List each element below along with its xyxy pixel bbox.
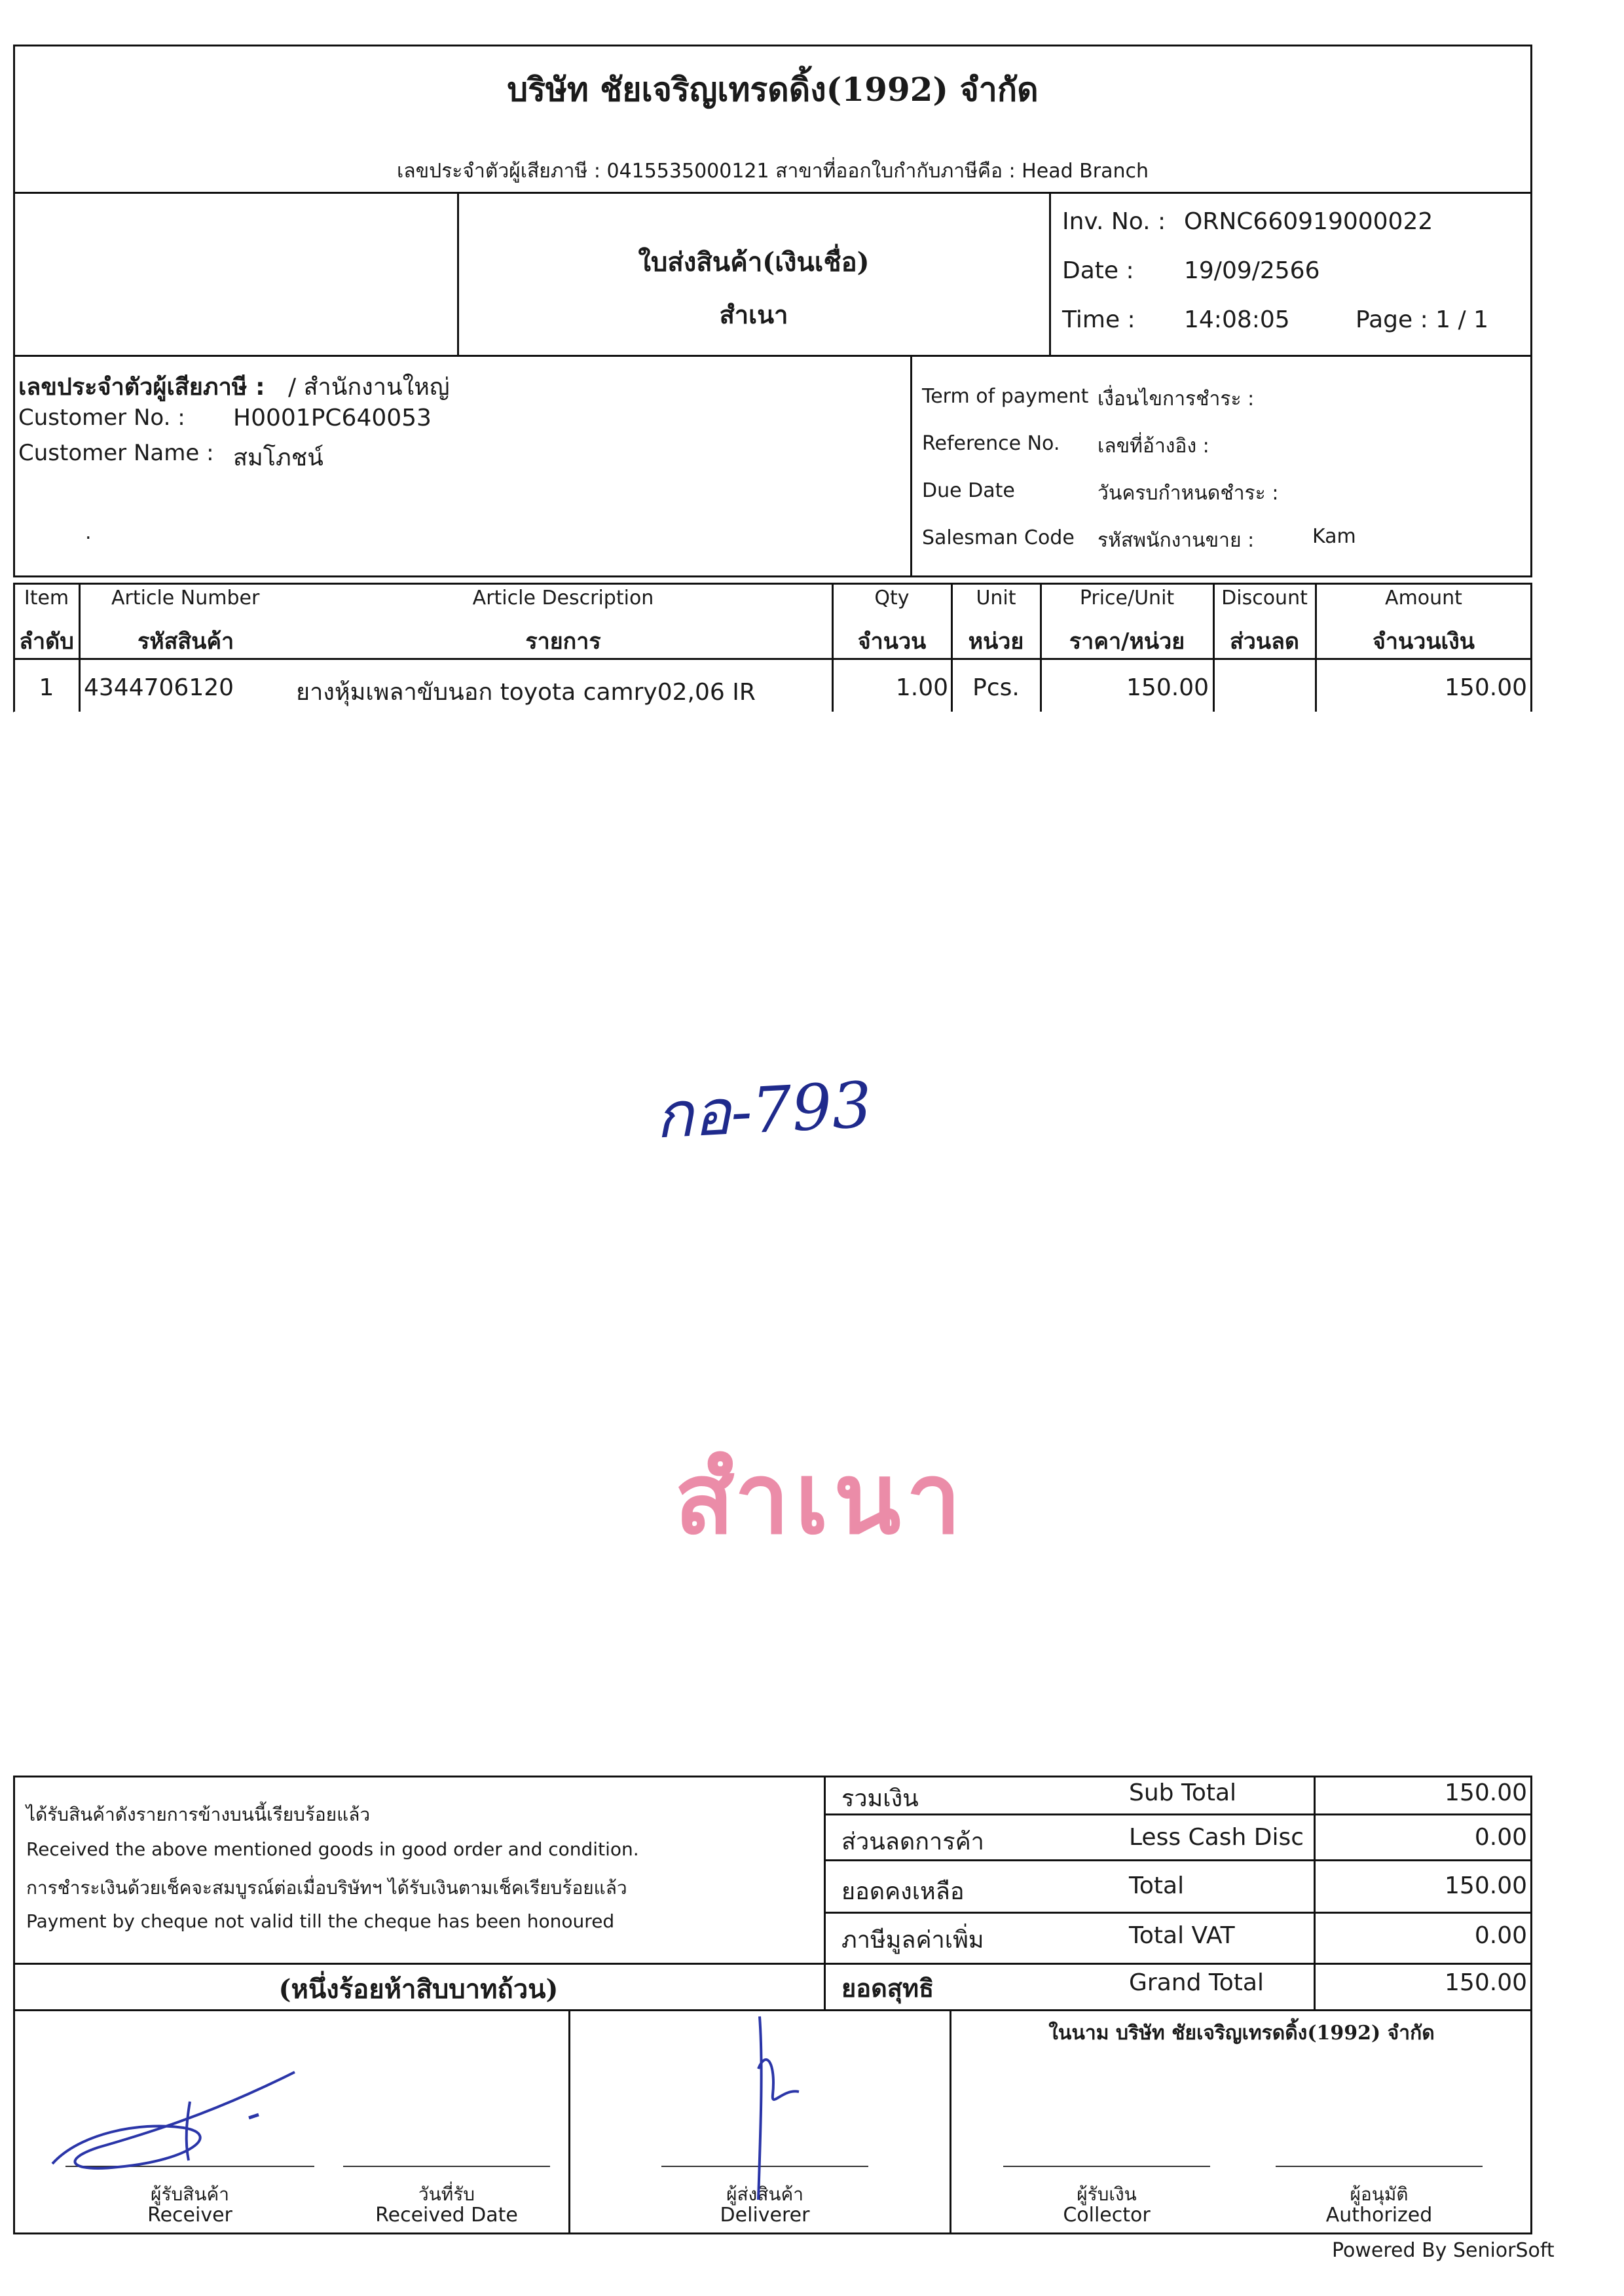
row-unit: Pcs. xyxy=(972,674,1020,701)
inv-value: ORNC660919000022 xyxy=(1184,208,1433,235)
page-label: Page : 1 / 1 xyxy=(1356,306,1488,333)
row-price: 150.00 xyxy=(1126,674,1209,701)
th-unit-th: หน่วย xyxy=(968,629,1024,655)
subtotal-th: รวมเงิน xyxy=(841,1785,919,1812)
grand-value: 150.00 xyxy=(1445,1969,1527,1996)
company-sign-label: ในนาม บริษัท ชัยเจริญเทรดดิ้ง(1992) จำกัด xyxy=(1048,2022,1435,2045)
company-tax-line: เลขประจำตัวผู้เสียภาษี : 0415535000121 สาขาที่ออกใบกำกับภาษีคือ : Head Branch xyxy=(397,160,1149,183)
deliverer-signature xyxy=(747,2010,825,2206)
term-th: เงื่อนไขการชำระ : xyxy=(1098,388,1255,410)
th-article-th: รหัสสินค้า xyxy=(138,629,234,655)
sig-deliverer-en: Deliverer xyxy=(720,2204,810,2227)
th-price-en: Price/Unit xyxy=(1079,587,1175,610)
th-discount-en: Discount xyxy=(1221,587,1308,610)
th-item-en: Item xyxy=(24,587,69,610)
signature-line xyxy=(1003,2166,1210,2167)
copy-stamp: สำเนา xyxy=(674,1442,967,1556)
customer-no-label: Customer No. : xyxy=(18,405,185,431)
doc-divider xyxy=(1049,192,1051,357)
disc-en: Less Cash Disc xyxy=(1129,1824,1304,1851)
row-article: 4344706120 xyxy=(84,674,234,701)
row-item: 1 xyxy=(39,674,54,701)
th-desc-th: รายการ xyxy=(525,629,601,655)
vat-th: ภาษีมูลค่าเพิ่ม xyxy=(841,1927,984,1954)
th-discount-th: ส่วนลด xyxy=(1229,629,1299,655)
powered-by: Powered By SeniorSoft xyxy=(1332,2239,1555,2262)
col-divider xyxy=(1530,658,1532,712)
total-th: ยอดคงเหลือ xyxy=(841,1878,965,1905)
row-amount: 150.00 xyxy=(1445,674,1527,701)
sig-date-th: วันที่รับ xyxy=(418,2183,475,2205)
sig-receiver-th: ผู้รับสินค้า xyxy=(151,2183,229,2205)
th-item-th: ลำดับ xyxy=(19,629,74,655)
th-qty-th: จำนวน xyxy=(857,629,927,655)
customer-name-label: Customer Name : xyxy=(18,440,214,466)
customer-tax-label: เลขประจำตัวผู้เสียภาษี : xyxy=(18,374,265,401)
sig-collector-en: Collector xyxy=(1063,2204,1151,2227)
customer-name-value: สมโภชน์ xyxy=(233,445,323,471)
th-price-th: ราคา/หน่วย xyxy=(1069,629,1185,655)
due-th: วันครบกำหนดชำระ : xyxy=(1098,482,1279,505)
footer-note: Received the above mentioned goods in good order and condition. xyxy=(26,1838,639,1860)
handwritten-note: กอ-793 xyxy=(653,1068,874,1153)
date-value: 19/09/2566 xyxy=(1184,257,1320,284)
amount-in-words: (หนึ่งร้อยห้าสิบบาทถ้วน) xyxy=(278,1974,559,2005)
sig-authorized-th: ผู้อนุมัติ xyxy=(1350,2183,1409,2205)
grand-en: Grand Total xyxy=(1129,1969,1264,1996)
sig-date-en: Received Date xyxy=(375,2204,518,2227)
customer-dot: . xyxy=(85,521,92,544)
sales-th: รหัสพนักงานขาย : xyxy=(1098,529,1255,552)
due-en: Due Date xyxy=(922,479,1015,502)
footer-divider xyxy=(1314,1776,1316,2011)
doc-copy-label: สำเนา xyxy=(719,300,788,329)
customer-no-value: H0001PC640053 xyxy=(233,405,432,431)
ref-en: Reference No. xyxy=(922,432,1060,455)
inv-label: Inv. No. : xyxy=(1062,208,1166,235)
total-row-line xyxy=(824,1813,1532,1815)
time-value: 14:08:05 xyxy=(1184,306,1290,333)
vat-value: 0.00 xyxy=(1474,1922,1527,1949)
th-article-en: Article Number xyxy=(111,587,260,610)
sig-authorized-en: Authorized xyxy=(1325,2204,1433,2227)
footer-divider xyxy=(824,1776,826,2011)
sig-receiver-en: Receiver xyxy=(147,2204,232,2227)
th-qty-en: Qty xyxy=(874,587,910,610)
footer-note: Payment by cheque not valid till the cheque has been honoured xyxy=(26,1910,615,1932)
subtotal-value: 150.00 xyxy=(1445,1779,1527,1806)
total-row-line xyxy=(824,1912,1532,1914)
total-en: Total xyxy=(1129,1872,1185,1899)
signature-divider xyxy=(568,2009,570,2234)
term-en: Term of payment xyxy=(922,385,1089,408)
th-amount-th: จำนวนเงิน xyxy=(1372,629,1475,655)
row-desc: ยางหุ้มเพลาขับนอก toyota camry02,06 IR xyxy=(296,679,756,706)
signature-line xyxy=(1276,2166,1483,2167)
ref-th: เลขที่อ้างอิง : xyxy=(1098,435,1209,458)
footer-note: ได้รับสินค้าดังรายการข้างบนนี้เรียบร้อยแล้ว xyxy=(26,1804,371,1825)
date-label: Date : xyxy=(1062,257,1134,284)
vat-en: Total VAT xyxy=(1129,1922,1235,1949)
receiver-signature xyxy=(39,2062,314,2180)
row-qty: 1.00 xyxy=(895,674,948,701)
customer-tax-value: / สำนักงานใหญ่ xyxy=(288,374,450,401)
col-divider xyxy=(79,583,81,712)
sales-value: Kam xyxy=(1312,525,1356,548)
signature-line xyxy=(343,2166,550,2167)
doc-title: ใบส่งสินค้า(เงินเชื่อ) xyxy=(638,247,870,278)
footer-note: การชำระเงินด้วยเช็คจะสมบูรณ์ต่อเมื่อบริษัทฯ ได้รับเงินตามเช็คเรียบร้อยแล้ว xyxy=(26,1877,627,1899)
th-desc-en: Article Description xyxy=(472,587,654,610)
disc-th: ส่วนลดการค้า xyxy=(841,1829,984,1855)
total-row-line xyxy=(13,1963,1532,1965)
time-label: Time : xyxy=(1062,306,1135,333)
sig-collector-th: ผู้รับเงิน xyxy=(1077,2183,1137,2205)
th-amount-en: Amount xyxy=(1385,587,1462,610)
subtotal-en: Sub Total xyxy=(1129,1779,1237,1806)
sig-deliverer-th: ผู้ส่งสินค้า xyxy=(726,2183,803,2205)
th-unit-en: Unit xyxy=(976,587,1016,610)
disc-value: 0.00 xyxy=(1474,1824,1527,1851)
total-value: 150.00 xyxy=(1445,1872,1527,1899)
company-name: บริษัท ชัยเจริญเทรดดิ้ง(1992) จำกัด xyxy=(507,70,1039,109)
customer-divider xyxy=(910,355,912,577)
sales-en: Salesman Code xyxy=(922,526,1075,549)
grand-th: ยอดสุทธิ xyxy=(841,1973,934,2003)
